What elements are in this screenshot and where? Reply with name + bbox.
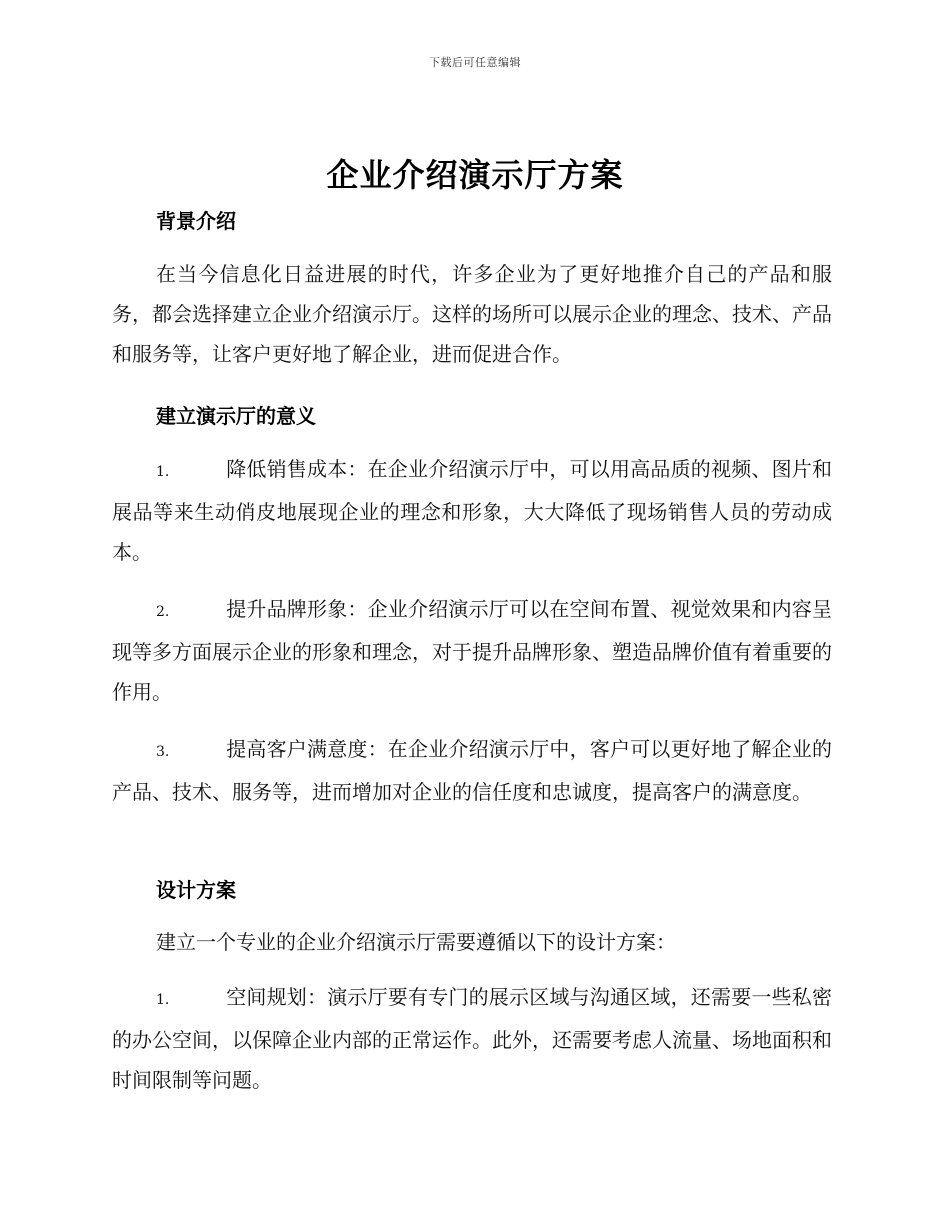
list-item-text: 空间规划：演示厅要有专门的展示区域与沟通区域，还需要一些私密的办公空间，以保障企业内部的正常运作。此外，还需要考虑人流量、场地面积和时间限制等问题。 [112, 985, 832, 1092]
section-heading-background: 背景介绍 [156, 209, 236, 233]
paragraph-design-intro: 建立一个专业的企业介绍演示厅需要遵循以下的设计方案： [156, 930, 676, 954]
section-heading-design: 设计方案 [156, 878, 236, 902]
list-item-significance-3 [112, 729, 832, 812]
section-heading-significance: 建立演示厅的意义 [156, 404, 316, 428]
list-item-text: 提高客户满意度：在企业介绍演示厅中，客户可以更好地了解企业的产品、技术、服务等，进而增加对企业的信任度和忠诚度，提高客户的满意度。 [112, 737, 832, 804]
header-note: 下载后可任意编辑 [429, 56, 521, 69]
list-item-significance-1 [112, 449, 832, 572]
paragraph-background: 在当今信息化日益进展的时代，许多企业为了更好地推介自己的产品和服务，都会选择建立企业介绍演示厅。这样的场所可以展示企业的理念、技术、产品和服务等，让客户更好地了解企业，进而促进合作。 [112, 262, 832, 366]
list-item-number: 1. [156, 992, 170, 1008]
list-item-number: 1. [156, 464, 170, 480]
list-item-text: 降低销售成本：在企业介绍演示厅中，可以用高品质的视频、图片和展品等来生动俏皮地展现企业的理念和形象，大大降低了现场销售人员的劳动成本。 [112, 457, 832, 564]
list-item-design-1 [112, 977, 832, 1100]
page-title: 企业介绍演示厅方案 [326, 156, 624, 194]
list-item-number: 2. [156, 604, 170, 620]
list-item-significance-2 [112, 589, 832, 712]
list-item-number: 3. [156, 744, 170, 760]
list-item-text: 提升品牌形象：企业介绍演示厅可以在空间布置、视觉效果和内容呈现等多方面展示企业的形象和理念，对于提升品牌形象、塑造品牌价值有着重要的作用。 [112, 597, 832, 704]
